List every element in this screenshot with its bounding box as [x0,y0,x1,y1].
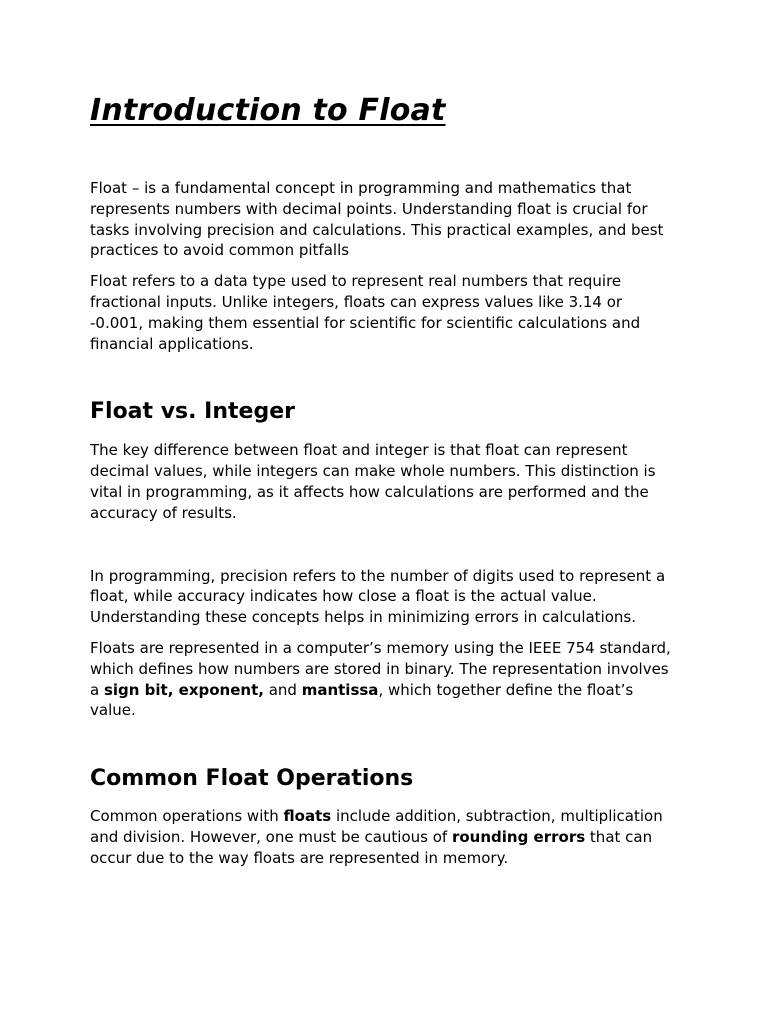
floats-bold: floats [283,807,332,826]
section-heading-float-vs-integer: Float vs. Integer [90,399,295,425]
page-title: Introduction to Float [90,93,446,128]
mantissa-bold: mantissa [301,680,379,699]
ops-text-2: include addition, subtraction, multiplication and division. However, one must be cautious of [90,807,663,846]
ieee-text-1: Floats are represented in a computer’s memory using the IEEE 754 standard, which defines how numbers are stored in binary. The representation involves a [90,638,671,699]
sign-bit-exponent-bold: sign bit, exponent, [103,680,264,699]
ops-text-3: that can occur due to the way floats are represented in memory. [90,827,653,867]
operations-paragraph [90,806,678,868]
section-heading-common-float-operations: Common Float Operations [90,766,414,792]
ieee-text-3: , which together define the float’s value. [90,680,634,720]
ieee-754-paragraph [90,638,678,721]
rounding-errors-bold: rounding errors [451,827,586,846]
ops-text-1: Common operations with [90,807,284,826]
float-vs-integer-paragraph-1: The key difference between float and integer is that float can represent decimal values, while integers can make whole numbers. This distinction is vital in programming, as it affects how calculations are performed and the accuracy of results. [90,441,656,522]
intro-paragraph-2: Float refers to a data type used to represent real numbers that require fractional inputs. Unlike integers, floats can express values like 3.14 or -0.001, making them essential for scientific for scientific calculations and financial applications. [90,272,641,353]
ieee-text-2: and [263,680,302,699]
intro-paragraph-1: Float – is a fundamental concept in programming and mathematics that represents numbers with decimal points. Understanding float is crucial for tasks involving precision and calculations. This practical examples, and best practices to avoid common pitfalls [90,179,664,260]
precision-paragraph: In programming, precision refers to the number of digits used to represent a float, while accuracy indicates how close a float is the actual value. Understanding these concepts helps in minimizing errors in calculations. [90,566,666,627]
